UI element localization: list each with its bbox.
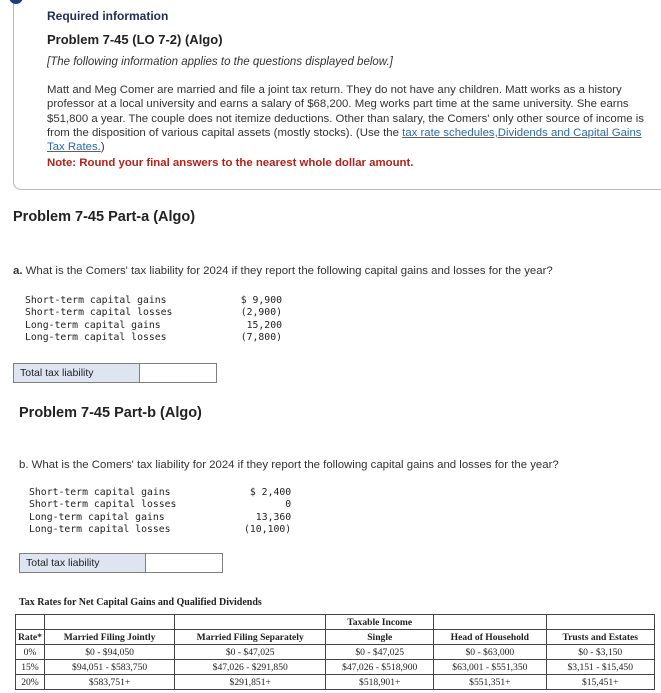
item-label: Short-term capital gains [25, 295, 167, 306]
table-cell: $518,901+ [326, 675, 434, 690]
column-header: Married Filing Jointly [44, 630, 174, 645]
table-cell: $15,451+ [546, 675, 655, 690]
info-note: [The following information applies to the questions displayed below.] [47, 56, 393, 68]
taxable-income-header: Taxable Income [326, 615, 434, 630]
table-row [16, 615, 655, 630]
table-cell: $0 - $47,025 [326, 645, 434, 660]
table-cell: $63,001 - $551,350 [434, 660, 546, 675]
table-cell: $583,751+ [44, 675, 174, 690]
blank-cell [175, 615, 326, 630]
part-a-answer-label: Total tax liability [14, 364, 140, 382]
part-a-title: Problem 7-45 Part-a (Algo) [13, 209, 196, 225]
table-cell: $291,851+ [175, 675, 326, 690]
item-amount: (7,800) [240, 331, 282, 343]
table-cell: 15% [16, 660, 45, 675]
item-amount: $ 2,400 [249, 487, 292, 498]
table-row [25, 295, 282, 307]
item-label: Short-term capital gains [29, 487, 171, 498]
part-a-question-text: What is the Comers' tax liability for 2024 if they report the following capital gains and losses for the year? [22, 265, 553, 277]
item-amount: 0 [285, 499, 292, 511]
problem-description-end: ) [100, 141, 105, 154]
blank-cell [44, 615, 174, 630]
table-cell: $551,351+ [434, 675, 546, 690]
blank-cell [434, 615, 546, 630]
table-row [16, 630, 655, 645]
table-row [29, 487, 291, 499]
item-label: Long-term capital losses [29, 523, 171, 535]
rounding-note: Note: Round your final answers to the nearest whole dollar amount. [47, 157, 414, 169]
part-a-answer-row [13, 363, 217, 383]
part-b-capital-items [29, 487, 291, 536]
part-b-question: b. What is the Comers' tax liability for 2024 if they report the following capital gains and losses for the year? [19, 459, 559, 471]
column-header: Married Filing Separately [175, 630, 326, 645]
column-header: Single [326, 630, 434, 645]
capital-gains-rates-table [15, 614, 655, 690]
item-label: Long-term capital gains [25, 319, 161, 331]
part-b-answer-label: Total tax liability [20, 554, 146, 572]
item-label: Short-term capital losses [25, 307, 173, 319]
table-cell: $47,026 - $518,900 [326, 660, 434, 675]
part-b-answer-row [19, 553, 223, 573]
column-header: Trusts and Estates [546, 630, 655, 645]
table-cell: $94,051 - $583,750 [44, 660, 174, 675]
required-info-heading: Required information [47, 9, 169, 23]
part-a-letter: a. [13, 265, 23, 277]
problem-title: Problem 7-45 (LO 7-2) (Algo) [47, 32, 223, 47]
table-cell: 20% [16, 675, 45, 690]
item-label: Short-term capital losses [29, 499, 177, 511]
blank-cell [16, 615, 45, 630]
item-label: Long-term capital gains [29, 511, 165, 523]
table-cell: $47,026 - $291,850 [175, 660, 326, 675]
part-b-title: Problem 7-45 Part-b (Algo) [19, 405, 202, 421]
problem-description [47, 83, 653, 154]
item-label: Long-term capital losses [25, 331, 167, 343]
problem-description-text: Matt and Meg Comer are married and file a joint tax return. They do not have any children. Matt works as a history professor at a local university and earns a salary of $68,200. Meg works part time at the same university. She earns $51,800 a year. The couple does not itemize deductions. Other than salary, the Comers' only other source of income is from the disposition of various capital assets (mostly stocks). (Use the [47, 84, 644, 139]
table-cell: $0 - $94,050 [44, 645, 174, 660]
item-amount: 13,360 [255, 511, 292, 523]
item-amount: $ 9,900 [240, 295, 282, 306]
part-b-tax-liability-input[interactable] [146, 554, 222, 572]
item-amount: (2,900) [240, 307, 282, 319]
table-row [16, 645, 655, 660]
table-cell: $0 - $63,000 [434, 645, 546, 660]
table-cell: $0 - $47,025 [175, 645, 326, 660]
part-a-question [13, 265, 553, 277]
table-cell: $0 - $3,150 [546, 645, 655, 660]
part-a-tax-liability-input[interactable] [140, 364, 216, 382]
table-row [25, 307, 282, 319]
table-row [29, 524, 291, 536]
table-row [29, 499, 291, 511]
column-header: Rate* [16, 630, 45, 645]
item-amount: 15,200 [246, 319, 282, 331]
table-row [16, 675, 655, 690]
table-row [25, 332, 282, 344]
table-cell: 0% [16, 645, 45, 660]
table-row [29, 512, 291, 524]
column-header: Head of Household [434, 630, 546, 645]
table-cell: $3,151 - $15,450 [546, 660, 655, 675]
part-a-capital-items [25, 295, 282, 344]
blank-cell [546, 615, 655, 630]
tax-rate-schedules-link[interactable]: tax rate schedules,Dividends and Capital Gains Tax Rates. [47, 126, 642, 154]
rates-table-title: Tax Rates for Net Capital Gains and Qualified Dividends [19, 597, 262, 608]
item-amount: (10,100) [244, 523, 292, 535]
table-row [16, 660, 655, 675]
table-row [25, 320, 282, 332]
